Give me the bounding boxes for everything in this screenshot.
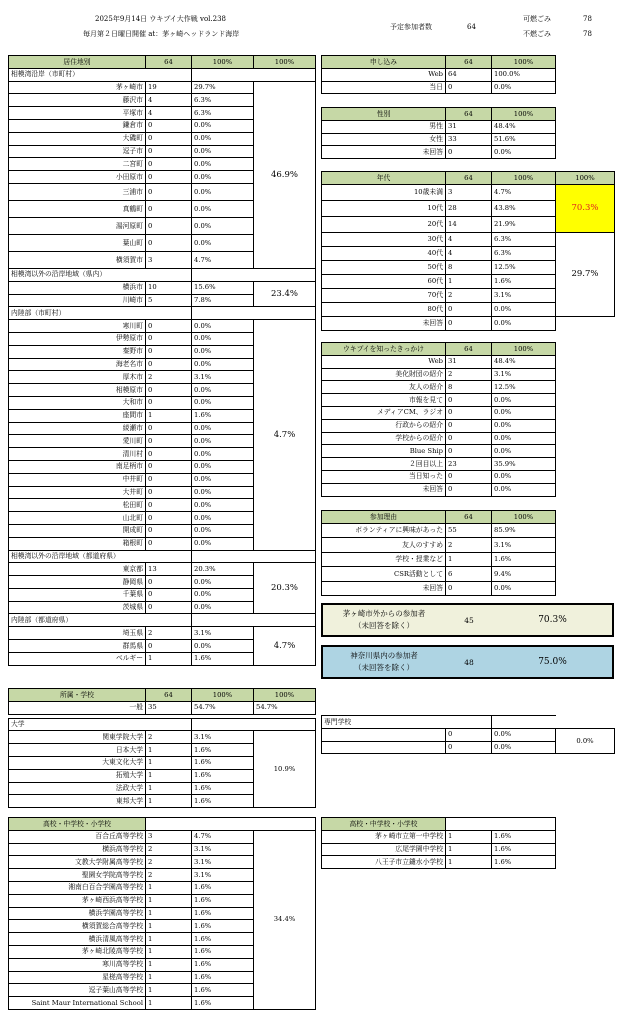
- table-row: 30代 4 6.3% 29.7%: [322, 232, 615, 246]
- burnable-value: 78: [583, 15, 592, 23]
- table-row: 茅ヶ崎市立第一中学校 1 1.6%: [322, 830, 556, 843]
- table-row: 葉山町 0 0.0%: [9, 234, 316, 251]
- table-row: 東京都 13 20.3% 20.3%: [9, 563, 316, 576]
- table-row: 小田原市 0 0.0%: [9, 171, 316, 184]
- table-row: 愛川町 0 0.0%: [9, 435, 316, 448]
- table-row: 一般 35 54.7% 54.7%: [9, 701, 316, 714]
- section-total: 23.4%: [254, 281, 316, 307]
- table-row: メディアCM、ラジオ 0 0.0%: [322, 406, 556, 419]
- table-row: 百合丘高等学校 3 4.7% 34.4%: [9, 830, 316, 843]
- table-row: 埼玉県 2 3.1% 4.7%: [9, 627, 316, 640]
- outside-chigasaki-summary: 茅ヶ崎市外からの参加者 （未回答を除く） 45 70.3%: [321, 603, 614, 637]
- section-total: 4.7%: [254, 627, 316, 665]
- table-row: 八王子市立鑓水小学校 1 1.6%: [322, 856, 556, 869]
- table-row: 当日知った 0 0.0%: [322, 470, 556, 483]
- nonburnable-label: 不燃ごみ: [523, 30, 551, 38]
- table-row: 横浜清風高等学校 1 1.6%: [9, 933, 316, 946]
- table-row: 法政大学 1 1.6%: [9, 782, 316, 795]
- section-total: 46.9%: [254, 81, 316, 268]
- table-row: 日本大学 1 1.6%: [9, 744, 316, 757]
- table-row: 行政からの紹介 0 0.0%: [322, 419, 556, 432]
- table-row: 横浜市 10 15.6% 23.4%: [9, 281, 316, 294]
- participants-value: 64: [467, 23, 476, 31]
- table-row: 80代 0 0.0%: [322, 302, 615, 316]
- table-row: 関東学院大学 2 3.1% 10.9%: [9, 731, 316, 744]
- section-title: 内陸部（都道府県）: [9, 614, 192, 627]
- junior-school-table: 高校・中学校・小学校 茅ヶ崎市立第一中学校 1 1.6% 広尾学園中学校 1 1.6% 八王子市立鑓水小学校 1 1.6%: [321, 817, 556, 869]
- table-row: 星槎高等学校 1 1.6%: [9, 971, 316, 984]
- table-row: 大東文化大学 1 1.6%: [9, 756, 316, 769]
- nonburnable-value: 78: [583, 30, 592, 38]
- application-table: 申し込み 64 100% Web 64 100.0% 当日 0 0.0%: [321, 55, 556, 94]
- section-total: 0.0%: [556, 728, 615, 754]
- table-row: 10代 28 43.8%: [322, 200, 615, 216]
- section-title: 大学: [9, 718, 192, 731]
- table-row: 60代 1 1.6%: [322, 274, 615, 288]
- age-table: 年代 64 100% 100% 10歳未満 3 4.7% 70.3% 10代 28 43.8% 20代 14 21.9% 30代 4 6.3% 29.7% 40代 4 6.3% 50代 8 12.5% 60代 1 1.6% 70代 2 3.1% 80代 0 0.0% 未回答 0 0.0%: [321, 171, 615, 331]
- event-location: 毎月第２日曜日開催 at：茅ヶ崎ヘッドランド海岸: [83, 30, 240, 38]
- table-row: 箱根町 0 0.0%: [9, 537, 316, 550]
- header-cell: 100%: [254, 56, 316, 69]
- table-row: 開成町 0 0.0%: [9, 524, 316, 537]
- table-row: 南足柄市 0 0.0%: [9, 460, 316, 473]
- header-cell: 64: [146, 56, 192, 69]
- table-row: 当日 0 0.0%: [322, 81, 556, 94]
- table-row: 平塚市 4 6.3%: [9, 107, 316, 120]
- section-total: 20.3%: [254, 563, 316, 614]
- table-row: 未回答 0 0.0%: [322, 316, 615, 330]
- table-row: 未回答 0 0.0%: [322, 146, 556, 159]
- table-row: 横浜学園高等学校 1 1.6%: [9, 907, 316, 920]
- table-row: 綾瀬市 0 0.0%: [9, 422, 316, 435]
- table-row: 市報を見て 0 0.0%: [322, 394, 556, 407]
- table-row: 40代 4 6.3%: [322, 246, 615, 260]
- table-row: 10歳未満 3 4.7% 70.3%: [322, 184, 615, 200]
- table-row: 学校・授業など 1 1.6%: [322, 552, 556, 567]
- table-row: 三浦市 0 0.0%: [9, 183, 316, 200]
- table-row: 湯河原町 0 0.0%: [9, 217, 316, 234]
- table-row: 二宮町 0 0.0%: [9, 158, 316, 171]
- table-row: 横須賀市 3 4.7%: [9, 251, 316, 268]
- table-row: 相模原市 0 0.0%: [9, 384, 316, 397]
- table-row: Web 31 48.4%: [322, 355, 556, 368]
- table-row: 聖園女学院高等学校 2 3.1%: [9, 869, 316, 882]
- age-group-total: 29.7%: [556, 232, 615, 316]
- table-row: Blue Ship 0 0.0%: [322, 445, 556, 458]
- table-row: 茅ヶ崎西浜高等学校 1 1.6%: [9, 894, 316, 907]
- table-row: 海老名市 0 0.0%: [9, 358, 316, 371]
- table-row: 静岡県 0 0.0%: [9, 576, 316, 589]
- section-title: 相模湾沿岸（市町村）: [9, 68, 192, 81]
- table-row: 中井町 0 0.0%: [9, 473, 316, 486]
- table-row: 大磯町 0 0.0%: [9, 132, 316, 145]
- table-row: 逗子葉山高等学校 1 1.6%: [9, 984, 316, 997]
- table-row: CSR活動として 6 9.4%: [322, 567, 556, 582]
- table-row: 未回答 0 0.0%: [322, 581, 556, 596]
- table-row: 友人のすすめ 2 3.1%: [322, 538, 556, 553]
- header-cell: 居住地別: [9, 56, 146, 69]
- table-row: 男性 31 48.4%: [322, 120, 556, 133]
- section-title: 内陸部（市町村）: [9, 307, 192, 320]
- table-row: 真鶴町 0 0.0%: [9, 200, 316, 217]
- reason-table: 参加理由 64 100% ボランティアに興味があった 55 85.9% 友人のすすめ 2 3.1% 学校・授業など 1 1.6% CSR活動として 6 9.4% 未回答 0 0.0%: [321, 510, 556, 596]
- table-row: Saint Maur International School 1 1.6%: [9, 997, 316, 1010]
- table-row: ベルギー 1 1.6%: [9, 652, 316, 665]
- table-row: 友人の紹介 8 12.5%: [322, 381, 556, 394]
- table-row: 大井町 0 0.0%: [9, 486, 316, 499]
- section-total: 10.9%: [254, 731, 316, 808]
- section-title: 相模湾以外の沿岸地域（都道府県）: [9, 550, 192, 563]
- vocational-table: [321, 715, 615, 754]
- section-title: 相模湾以外の沿岸地域（県内）: [9, 268, 192, 281]
- age-group-highlight: 70.3%: [556, 184, 615, 232]
- table-row: 文教大学附属高等学校 2 3.1%: [9, 856, 316, 869]
- table-header: [9, 56, 316, 69]
- table-row: 女性 33 51.6%: [322, 133, 556, 146]
- table-row: 寒川高等学校 1 1.6%: [9, 958, 316, 971]
- table-row: 大和市 0 0.0%: [9, 396, 316, 409]
- table-row: ２回目以上 23 35.9%: [322, 458, 556, 471]
- affiliation-table: 所属・学校 64 100% 100% 一般 35 54.7% 54.7% 大学 関東学院大学 2 3.1% 10.9% 日本大学 1 1.6% 大東文化大学 1 1.6% 拓殖大学 1 1.6% 法政大学 1 1.6% 東邦大学 1 1.6%: [8, 688, 316, 808]
- table-row: 0 0.0%: [322, 741, 615, 754]
- event-title: 2025年9月14日 ウキプイ大作戦 vol.238: [95, 15, 226, 23]
- table-row: 横浜高等学校 2 3.1%: [9, 843, 316, 856]
- trigger-table: ウキプイを知ったきっかけ 64 100% Web 31 48.4% 美化財団の紹介 2 3.1% 友人の紹介 8 12.5% 市報を見て 0 0.0% メディアCM、ラジオ 0 0.0% 行政からの紹介 0 0.0% 学校からの紹介 0 0.0% Blue Ship 0 0.0% ２回目以上 23 35.9% 当日知った 0 0.0% 未回答 0 0.0%: [321, 342, 556, 497]
- table-row: 鎌倉市 0 0.0%: [9, 119, 316, 132]
- table-row: ボランティアに興味があった 55 85.9%: [322, 523, 556, 538]
- section-title: 専門学校: [322, 716, 492, 729]
- gender-table: 性別 64 100% 男性 31 48.4% 女性 33 51.6% 未回答 0 0.0%: [321, 107, 556, 159]
- table-row: 茨城県 0 0.0%: [9, 601, 316, 614]
- table-row: 千葉県 0 0.0%: [9, 588, 316, 601]
- table-row: 拓殖大学 1 1.6%: [9, 769, 316, 782]
- table-row: 東邦大学 1 1.6%: [9, 795, 316, 808]
- table-row: 山北町 0 0.0%: [9, 512, 316, 525]
- table-row: 美化財団の紹介 2 3.1%: [322, 368, 556, 381]
- table-row: 厚木市 2 3.1%: [9, 371, 316, 384]
- table-row: 秦野市 0 0.0%: [9, 345, 316, 358]
- kanagawa-summary: 神奈川県内の参加者 （未回答を除く） 48 75.0%: [321, 645, 614, 679]
- table-row: 広尾学園中学校 1 1.6%: [322, 843, 556, 856]
- table-row: 松田町 0 0.0%: [9, 499, 316, 512]
- table-row: 茅ヶ崎北陵高等学校 1 1.6%: [9, 945, 316, 958]
- table-row: Web 64 100.0%: [322, 68, 556, 81]
- table-row: 横須賀総合高等学校 1 1.6%: [9, 920, 316, 933]
- header-cell: 100%: [192, 56, 254, 69]
- table-row: 50代 8 12.5%: [322, 260, 615, 274]
- table-row: 川崎市 5 7.8%: [9, 294, 316, 307]
- residence-table: [8, 55, 316, 666]
- table-row: 茅ヶ崎市 19 29.7% 46.9%: [9, 81, 316, 94]
- table-row: 70代 2 3.1%: [322, 288, 615, 302]
- table-row: 伊勢原市 0 0.0%: [9, 332, 316, 345]
- table-row: 逗子市 0 0.0%: [9, 145, 316, 158]
- table-row: 群馬県 0 0.0%: [9, 640, 316, 653]
- table-row: 学校からの紹介 0 0.0%: [322, 432, 556, 445]
- table-row: 寒川町 0 0.0% 4.7%: [9, 320, 316, 333]
- table-row: 0 0.0% 0.0%: [322, 728, 615, 741]
- burnable-label: 可燃ごみ: [523, 15, 551, 23]
- section-total: 34.4%: [254, 830, 316, 1009]
- section-total: 4.7%: [254, 320, 316, 550]
- participants-label: 予定参加者数: [390, 23, 432, 31]
- table-row: 清川村 0 0.0%: [9, 448, 316, 461]
- table-row: 座間市 1 1.6%: [9, 409, 316, 422]
- highschool-table: 高校・中学校・小学校 百合丘高等学校 3 4.7% 34.4% 横浜高等学校 2 3.1% 文教大学附属高等学校 2 3.1% 聖園女学院高等学校 2 3.1% 湘南白百合学園高等学校 1 1.6% 茅ヶ崎西浜高等学校 1 1.6% 横浜学園高等学校 1 1.6% 横須賀総合高等学校 1 1.6% 横浜清風高等学校 1 1.6% 茅ヶ崎北陵高等学校 1 1.6% 寒川高等学校 1 1.6% 星槎高等学校 1 1.6% 逗子葉山高等学校 1 1.6% Saint Maur International School 1 1.6%: [8, 817, 316, 1010]
- table-row: 藤沢市 4 6.3%: [9, 94, 316, 107]
- table-row: 未回答 0 0.0%: [322, 483, 556, 496]
- table-row: 湘南白百合学園高等学校 1 1.6%: [9, 881, 316, 894]
- table-row: 20代 14 21.9%: [322, 216, 615, 232]
